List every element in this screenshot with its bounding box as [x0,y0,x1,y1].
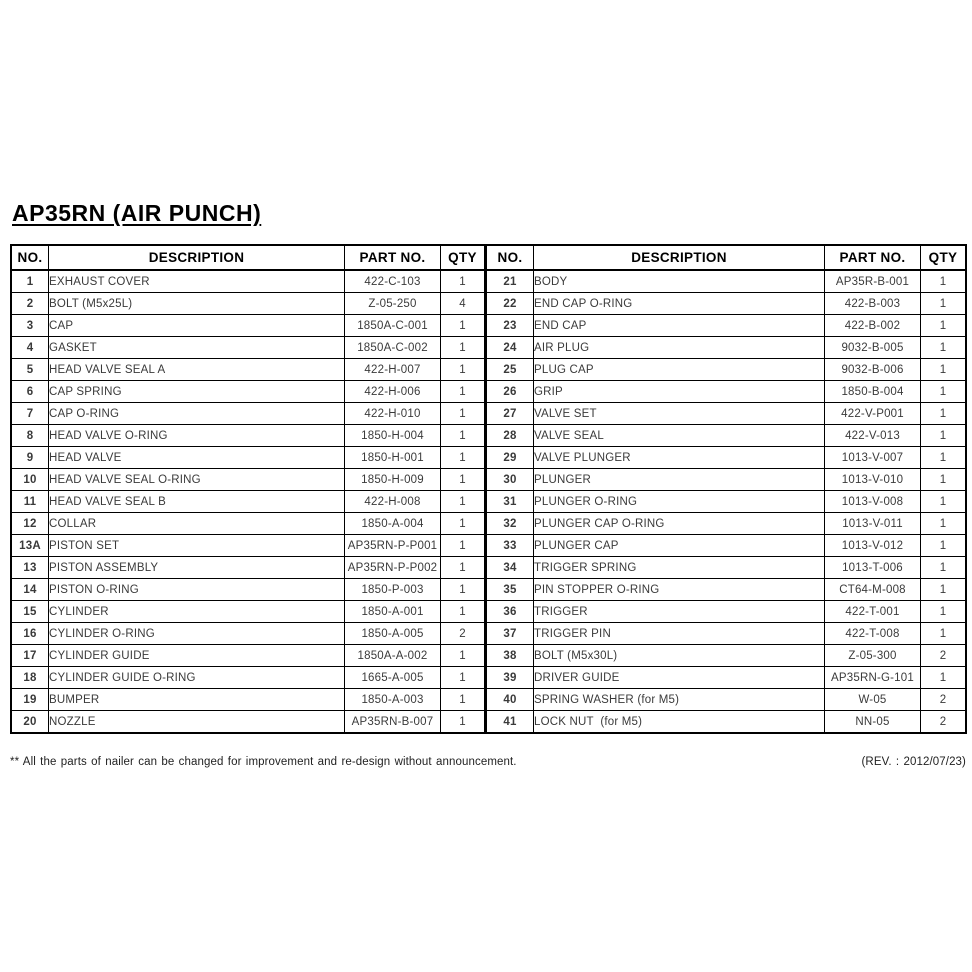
cell-part-no: 422-B-003 [825,293,921,315]
table-row [11,381,485,403]
table-row [486,270,966,293]
header-part-no: PART NO. [345,245,441,270]
cell-description: CYLINDER GUIDE [49,645,345,667]
table-row [486,667,966,689]
cell-part-no: AP35RN-B-007 [345,711,441,734]
cell-part-no: 422-H-008 [345,491,441,513]
cell-no: 32 [486,513,534,535]
cell-part-no: 422-B-002 [825,315,921,337]
cell-description: SPRING WASHER (for M5) [534,689,825,711]
table-row [486,403,966,425]
cell-no: 21 [486,270,534,293]
cell-no: 28 [486,425,534,447]
cell-qty: 2 [921,645,967,667]
cell-no: 26 [486,381,534,403]
cell-description: GRIP [534,381,825,403]
cell-no: 33 [486,535,534,557]
cell-qty: 1 [441,711,485,734]
cell-description: HEAD VALVE SEAL B [49,491,345,513]
cell-qty: 1 [441,491,485,513]
cell-description: GASKET [49,337,345,359]
parts-table-right [485,244,967,734]
cell-qty: 2 [441,623,485,645]
cell-part-no: 1850-A-001 [345,601,441,623]
table-row [11,689,485,711]
table-row [11,645,485,667]
cell-part-no: 1013-V-011 [825,513,921,535]
table-row [11,601,485,623]
cell-no: 38 [486,645,534,667]
cell-part-no: AP35RN-P-P002 [345,557,441,579]
cell-description: PLUG CAP [534,359,825,381]
cell-no: 11 [11,491,49,513]
cell-description: CYLINDER O-RING [49,623,345,645]
parts-tables [10,244,967,734]
cell-qty: 1 [921,469,967,491]
table-row [486,579,966,601]
cell-no: 17 [11,645,49,667]
cell-description: END CAP O-RING [534,293,825,315]
cell-part-no: CT64-M-008 [825,579,921,601]
cell-no: 16 [11,623,49,645]
table-row [486,513,966,535]
cell-part-no: AP35R-B-001 [825,270,921,293]
cell-part-no: 1850A-C-002 [345,337,441,359]
cell-description: AIR PLUG [534,337,825,359]
cell-no: 10 [11,469,49,491]
cell-description: PLUNGER O-RING [534,491,825,513]
header-qty: QTY [921,245,967,270]
cell-description: TRIGGER SPRING [534,557,825,579]
cell-no: 24 [486,337,534,359]
cell-description: PIN STOPPER O-RING [534,579,825,601]
cell-part-no: 1850-A-004 [345,513,441,535]
cell-qty: 1 [921,381,967,403]
cell-qty: 1 [921,403,967,425]
table-row [486,535,966,557]
cell-qty: 1 [441,359,485,381]
cell-description: BUMPER [49,689,345,711]
cell-part-no: NN-05 [825,711,921,734]
table-row [486,293,966,315]
cell-qty: 1 [921,623,967,645]
cell-no: 34 [486,557,534,579]
revision-label: (REV. : 2012/07/23) [861,756,966,768]
table-row [486,359,966,381]
cell-qty: 1 [441,315,485,337]
cell-part-no: W-05 [825,689,921,711]
cell-no: 19 [11,689,49,711]
cell-part-no: 1850-A-003 [345,689,441,711]
cell-description: PLUNGER CAP [534,535,825,557]
cell-description: HEAD VALVE O-RING [49,425,345,447]
cell-part-no: 1850-P-003 [345,579,441,601]
cell-part-no: AP35RN-G-101 [825,667,921,689]
cell-no: 23 [486,315,534,337]
table-row [11,535,485,557]
cell-no: 4 [11,337,49,359]
cell-part-no: 1013-T-006 [825,557,921,579]
cell-part-no: 422-V-013 [825,425,921,447]
page-title: AP35RN (AIR PUNCH) [12,200,262,226]
cell-part-no: 422-V-P001 [825,403,921,425]
cell-part-no: 1850A-C-001 [345,315,441,337]
cell-qty: 1 [441,513,485,535]
cell-qty: 1 [921,293,967,315]
cell-no: 40 [486,689,534,711]
cell-part-no: 1850-H-001 [345,447,441,469]
table-row [486,689,966,711]
cell-description: BOLT (M5x25L) [49,293,345,315]
cell-no: 12 [11,513,49,535]
cell-qty: 1 [441,667,485,689]
table-row [486,337,966,359]
cell-no: 18 [11,667,49,689]
table-row [11,270,485,293]
cell-description: BOLT (M5x30L) [534,645,825,667]
table-row [486,447,966,469]
cell-no: 29 [486,447,534,469]
cell-no: 14 [11,579,49,601]
cell-part-no: 1013-V-010 [825,469,921,491]
cell-description: CYLINDER [49,601,345,623]
cell-part-no: 9032-B-005 [825,337,921,359]
table-row [486,491,966,513]
table-row [11,315,485,337]
cell-description: PLUNGER CAP O-RING [534,513,825,535]
cell-qty: 1 [921,447,967,469]
cell-part-no: 422-T-001 [825,601,921,623]
table-row [11,667,485,689]
cell-part-no: 1013-V-008 [825,491,921,513]
cell-no: 41 [486,711,534,734]
table-row [11,425,485,447]
footnote: ** All the parts of nailer can be changed for improvement and re-design without announcement. [10,756,517,768]
cell-part-no: 422-H-010 [345,403,441,425]
cell-qty: 1 [921,425,967,447]
cell-no: 13A [11,535,49,557]
cell-description: DRIVER GUIDE [534,667,825,689]
cell-description: PISTON O-RING [49,579,345,601]
cell-no: 39 [486,667,534,689]
cell-part-no: 1850-H-004 [345,425,441,447]
cell-no: 2 [11,293,49,315]
table-row [486,469,966,491]
table-row [11,513,485,535]
cell-part-no: 422-H-006 [345,381,441,403]
cell-qty: 1 [921,535,967,557]
cell-description: HEAD VALVE SEAL A [49,359,345,381]
table-row [486,711,966,734]
cell-qty: 2 [921,711,967,734]
cell-qty: 1 [921,579,967,601]
cell-description: PLUNGER [534,469,825,491]
table-row [11,557,485,579]
cell-qty: 1 [441,689,485,711]
cell-description: NOZZLE [49,711,345,734]
cell-no: 30 [486,469,534,491]
table-row [486,315,966,337]
cell-part-no: 1850-H-009 [345,469,441,491]
table-row [11,491,485,513]
cell-no: 13 [11,557,49,579]
cell-part-no: 1850A-A-002 [345,645,441,667]
header-no: NO. [11,245,49,270]
cell-qty: 1 [441,535,485,557]
cell-description: CAP [49,315,345,337]
cell-no: 22 [486,293,534,315]
cell-description: VALVE PLUNGER [534,447,825,469]
cell-description: HEAD VALVE [49,447,345,469]
cell-description: BODY [534,270,825,293]
cell-qty: 1 [441,469,485,491]
cell-no: 31 [486,491,534,513]
cell-part-no: Z-05-250 [345,293,441,315]
cell-description: CAP O-RING [49,403,345,425]
table-row [11,359,485,381]
cell-qty: 1 [921,513,967,535]
cell-part-no: 422-T-008 [825,623,921,645]
cell-qty: 1 [921,601,967,623]
cell-description: CAP SPRING [49,381,345,403]
cell-no: 6 [11,381,49,403]
cell-qty: 1 [441,579,485,601]
cell-qty: 1 [921,667,967,689]
cell-qty: 1 [921,359,967,381]
cell-description: COLLAR [49,513,345,535]
cell-part-no: 422-H-007 [345,359,441,381]
cell-part-no: 1665-A-005 [345,667,441,689]
cell-qty: 1 [441,337,485,359]
table-row [486,645,966,667]
table-row [11,469,485,491]
cell-qty: 1 [441,447,485,469]
cell-part-no: 1013-V-012 [825,535,921,557]
cell-description: VALVE SEAL [534,425,825,447]
cell-qty: 4 [441,293,485,315]
cell-description: PISTON ASSEMBLY [49,557,345,579]
table-row [11,293,485,315]
cell-no: 20 [11,711,49,734]
table-row [486,601,966,623]
cell-no: 5 [11,359,49,381]
cell-description: VALVE SET [534,403,825,425]
cell-description: PISTON SET [49,535,345,557]
cell-qty: 1 [441,381,485,403]
cell-description: EXHAUST COVER [49,270,345,293]
table-row [11,623,485,645]
cell-qty: 1 [441,425,485,447]
cell-qty: 1 [441,270,485,293]
table-row [486,557,966,579]
cell-no: 7 [11,403,49,425]
cell-no: 27 [486,403,534,425]
cell-qty: 1 [921,491,967,513]
cell-no: 25 [486,359,534,381]
cell-part-no: 1013-V-007 [825,447,921,469]
cell-part-no: 422-C-103 [345,270,441,293]
table-row [486,381,966,403]
cell-no: 36 [486,601,534,623]
cell-part-no: Z-05-300 [825,645,921,667]
cell-description: TRIGGER [534,601,825,623]
table-row [486,623,966,645]
cell-no: 35 [486,579,534,601]
cell-description: TRIGGER PIN [534,623,825,645]
cell-qty: 2 [921,689,967,711]
cell-description: HEAD VALVE SEAL O-RING [49,469,345,491]
header-description: DESCRIPTION [534,245,825,270]
cell-qty: 1 [921,315,967,337]
cell-part-no: AP35RN-P-P001 [345,535,441,557]
cell-qty: 1 [441,645,485,667]
header-part-no: PART NO. [825,245,921,270]
cell-description: LOCK NUT (for M5) [534,711,825,734]
cell-no: 15 [11,601,49,623]
table-row [11,447,485,469]
cell-qty: 1 [441,601,485,623]
cell-qty: 1 [921,337,967,359]
header-no: NO. [486,245,534,270]
cell-no: 3 [11,315,49,337]
page-footer [10,756,966,768]
cell-qty: 1 [921,557,967,579]
header-row [11,245,485,270]
cell-qty: 1 [441,557,485,579]
parts-table-left [10,244,485,734]
cell-no: 1 [11,270,49,293]
cell-description: END CAP [534,315,825,337]
cell-no: 8 [11,425,49,447]
table-row [486,425,966,447]
cell-qty: 1 [441,403,485,425]
header-description: DESCRIPTION [49,245,345,270]
table-row [11,403,485,425]
cell-no: 9 [11,447,49,469]
table-row [11,579,485,601]
cell-no: 37 [486,623,534,645]
table-row [11,711,485,734]
cell-qty: 1 [921,270,967,293]
cell-part-no: 1850-B-004 [825,381,921,403]
cell-description: CYLINDER GUIDE O-RING [49,667,345,689]
header-qty: QTY [441,245,485,270]
header-row [486,245,966,270]
cell-part-no: 9032-B-006 [825,359,921,381]
cell-part-no: 1850-A-005 [345,623,441,645]
table-row [11,337,485,359]
